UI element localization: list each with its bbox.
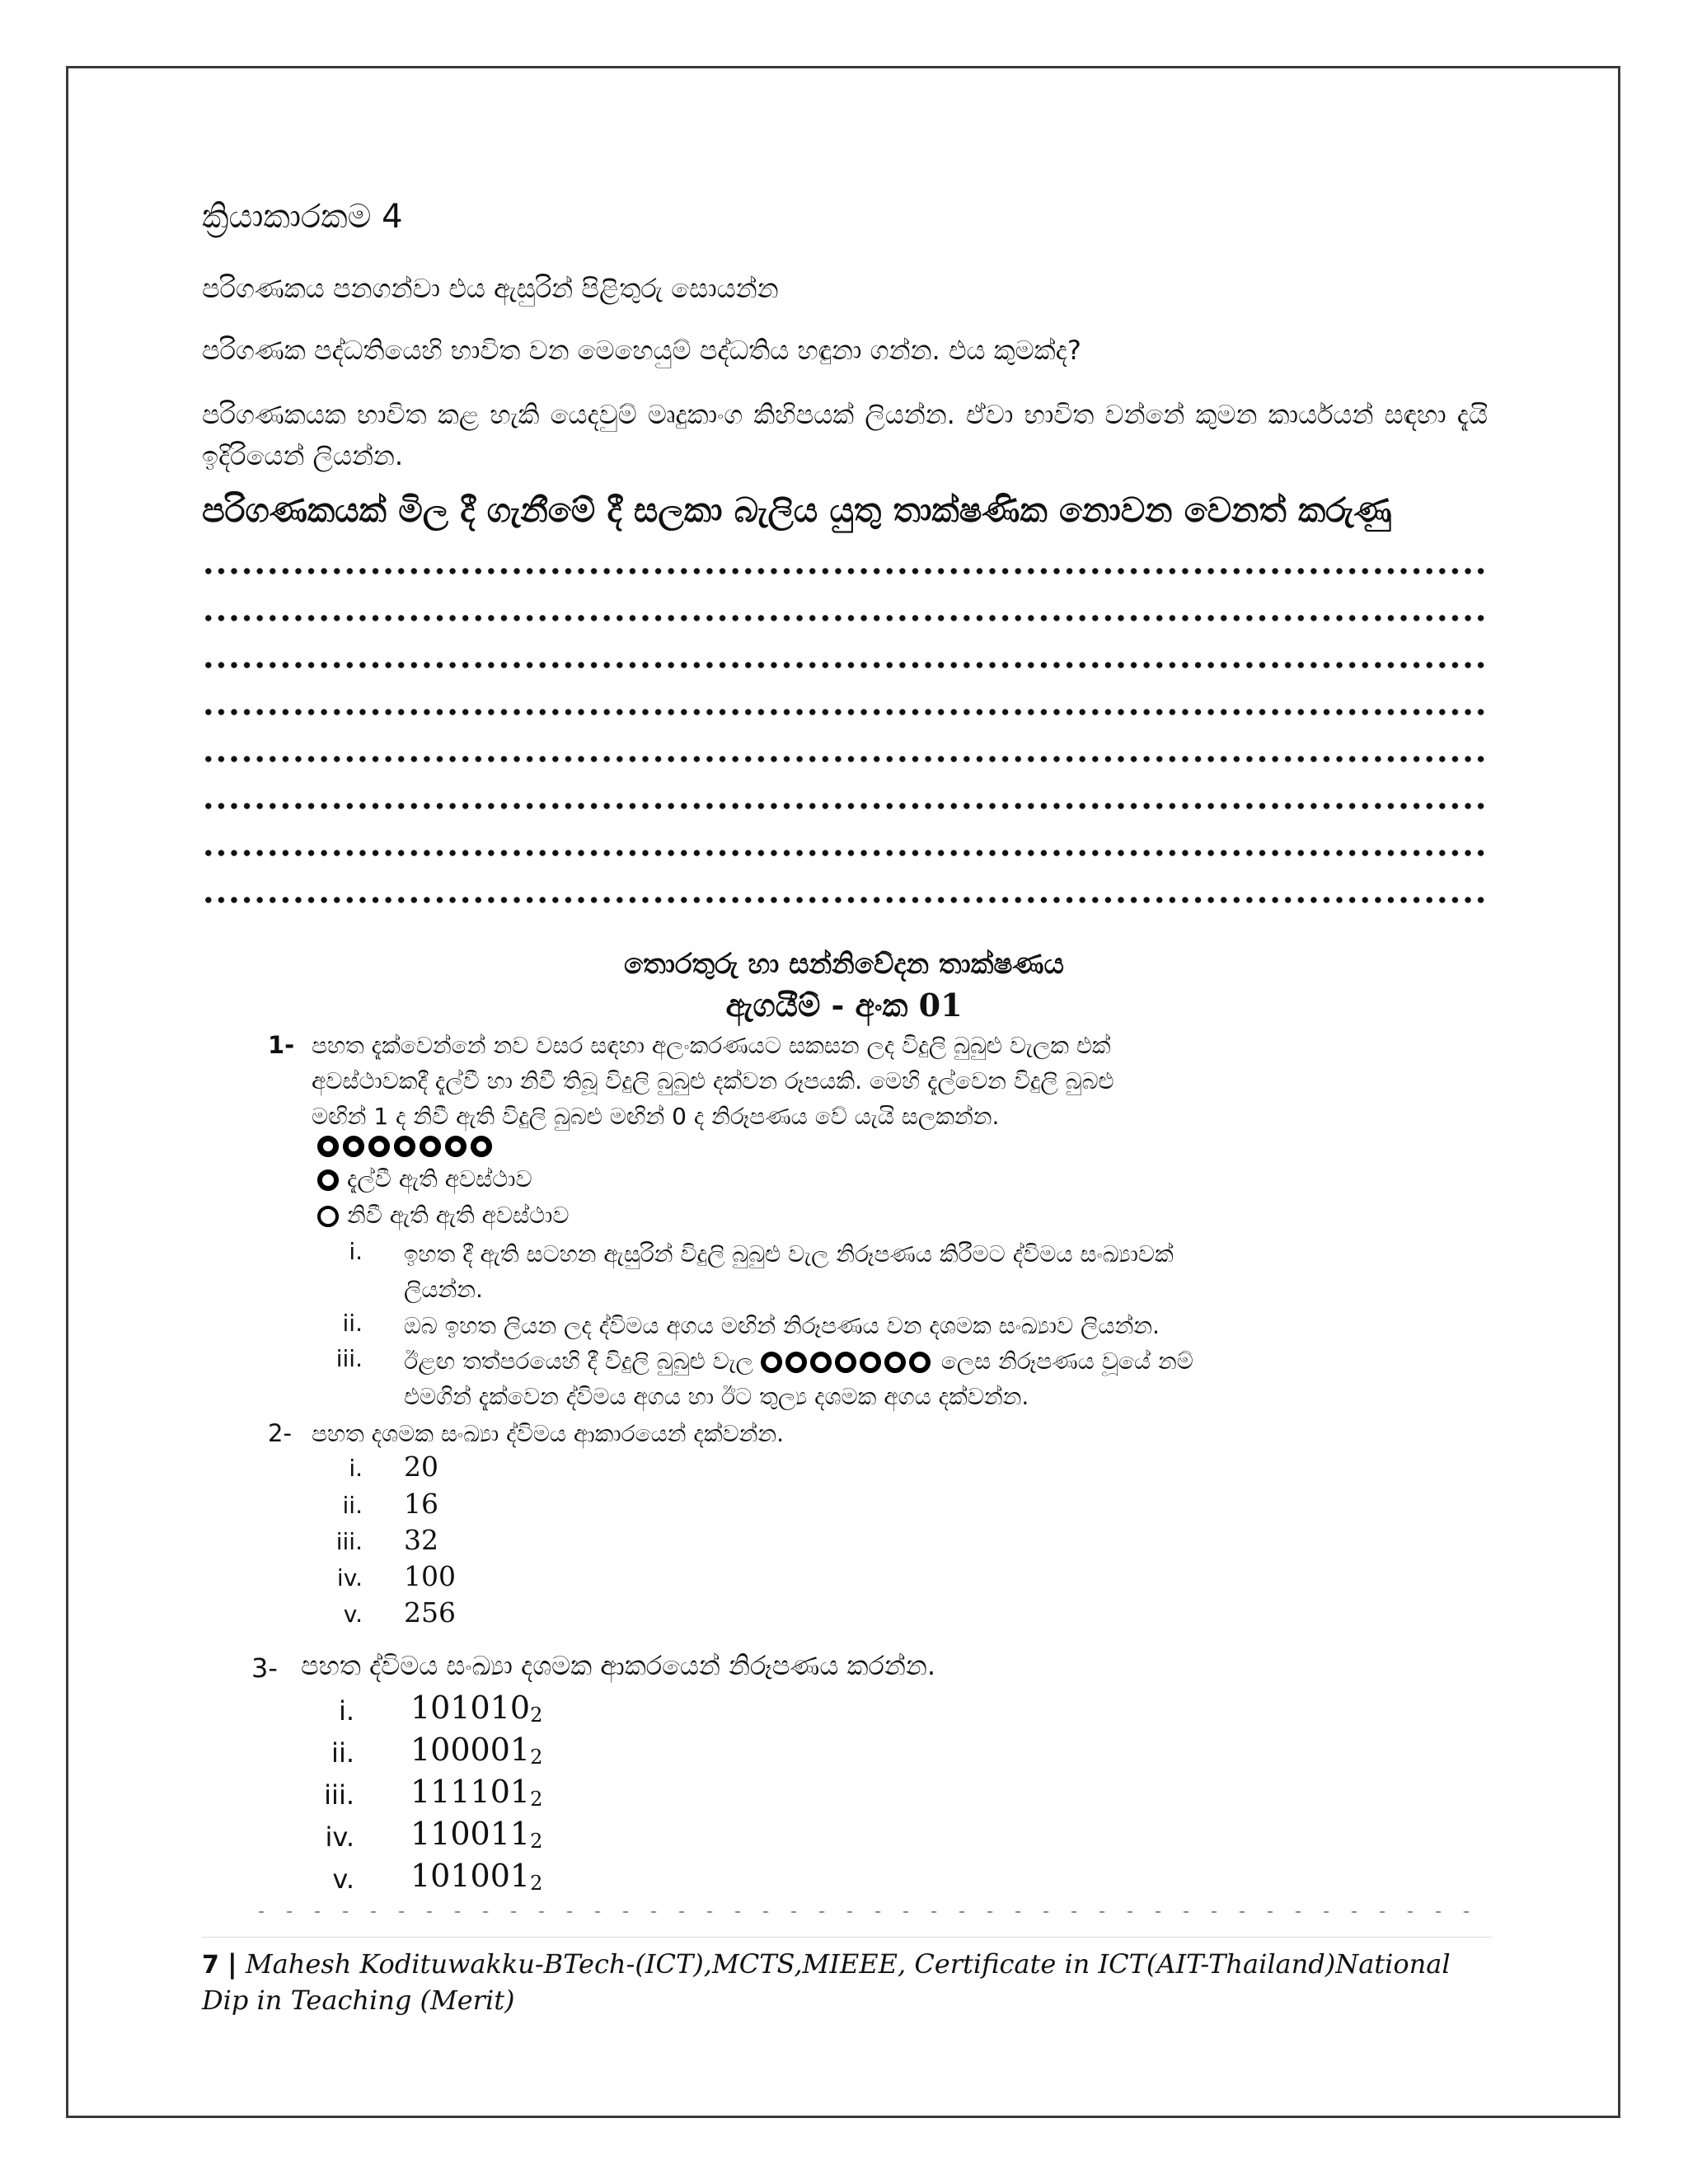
answer-line[interactable] [202,847,1488,859]
q3-item-value [410,1858,542,1895]
exercise-title: තොරතුරු හා සන්නිවේදන තාක්ෂණය [624,948,1064,981]
bulb-on-icon [860,1352,881,1373]
binary-digits: 111101 [410,1774,531,1810]
q3-number: 3- [251,1652,278,1684]
q1-sub-text: ලියන්න. [404,1276,483,1303]
answer-line[interactable] [202,659,1488,671]
page-number: 7 [202,1951,219,1980]
bulb-on-icon [317,1169,339,1191]
binary-digits: 110011 [410,1816,531,1852]
answer-line[interactable] [202,753,1488,765]
bulb-on-icon [761,1352,782,1373]
q1-line3: මඟින් 1 ද නිවී ඇති විදුලි බුබළු මඟින් 0 ද නිරූපණය වේ යැයි සලකන්න. [312,1103,1000,1130]
q1-number: 1- [268,1031,295,1059]
q2-text: පහත දශමක සංඛ්‍යා ද්විමය ආකාරයෙන් දක්වන්න. [312,1420,785,1447]
exercise-subtitle: ඇගයීම් - අංක 01 [725,987,963,1024]
q3-item-number: v. [332,1863,354,1895]
legend-off [317,1202,569,1230]
q2-item-number: iii. [335,1528,363,1555]
base-subscript: 2 [530,1830,543,1853]
q1-sub-text: ඉහත දී ඇති සටහන ඇසුරින් විදුලි බුබුළු වැල නිරූපණය කිරීමට ද්විමය සංඛ්‍යාවක් [404,1240,1174,1268]
bulb-pattern [317,1136,496,1160]
bulb-on-icon [909,1352,931,1373]
q2-item-value: 16 [404,1488,438,1520]
q3-item-value [410,1774,542,1811]
q1-line1: පහත දැක්වෙන්නේ නව වසර සඳහා අලංකරණයට සකසන ලද විදුලි බුබුළු වැලක එක් [312,1032,1111,1059]
q2-item-number: ii. [342,1492,363,1519]
legend-on [317,1165,532,1193]
bulb-on-icon [420,1136,441,1157]
bulb-pattern-inline [761,1347,934,1375]
q1-sub-number: ii. [342,1310,363,1337]
binary-digits: 101001 [410,1858,531,1894]
activity-question-software: පරිගණකයක භාවිත කළ හැකි යෙදවුම් මෘදුකාංග කිහිපයක් ලියන්න. ඒවා භාවිත වන්නේ කුමන කාර්යයන් සඳහා දැයි ඉදිරියෙන් ලියන්න. [202,399,1488,471]
q2-item-value: 20 [404,1451,438,1483]
base-subscript: 2 [530,1746,543,1769]
activity-question-os: පරිගණක පද්ධතියෙහි භාවිත වන මෙහෙයුම් පද්ධතිය හඳුනා ගන්න. එය කුමක්ද? [202,335,1081,366]
bulb-off-icon [317,1206,339,1227]
bulb-on-icon [317,1136,339,1157]
bulb-on-icon [394,1136,415,1157]
answer-line[interactable] [202,706,1488,718]
answer-line[interactable] [202,612,1488,624]
q3-item-value [410,1690,542,1727]
q1-sub-number: iii. [335,1345,363,1372]
q1-sub-number: i. [349,1238,363,1265]
q1-sub-text: ඔබ ඉහත ලියන ලද ද්විමය අගය මඟින් නිරූපණය වන දශමක සංඛ්‍යාව ලියන්න. [404,1312,1160,1339]
legend-on-label: දැල්වී ඇති අවස්ථාව [347,1165,532,1193]
bulb-on-icon [810,1352,832,1373]
base-subscript: 2 [530,1704,543,1727]
base-subscript: 2 [530,1788,543,1811]
q1-sub-text-b: ලෙස නිරූපණය වූයේ නම් [940,1347,1193,1375]
q1-line2: අවස්ථාවකදී දැල්වී හා නිවී තිබූ විදුලි බුබුළු දක්වන රූපයකි. මෙහි දැල්වෙන විදුලි බුබළු [312,1067,1114,1094]
footer [202,1947,1488,2018]
q2-item-number: iv. [336,1564,363,1591]
q2-item-value: 100 [404,1560,456,1592]
activity-title: ක්‍රියාකාරකම 4 [202,198,403,236]
bulb-on-icon [785,1352,807,1373]
bulb-on-icon [368,1136,390,1157]
bulb-on-icon [471,1136,492,1157]
q2-item-value: 256 [404,1596,456,1629]
binary-digits: 100001 [410,1732,531,1768]
q1-sub-text-a: ඊළඟ තත්පරයෙහි දී විදුලි බුබුළු වැල [404,1347,753,1375]
q3-item-value [410,1732,542,1769]
footer-divider [202,1937,1492,1938]
q3-item-value [410,1816,542,1853]
q3-item-number: i. [338,1695,354,1727]
base-subscript: 2 [530,1872,543,1895]
bulb-on-icon [884,1352,906,1373]
q2-item-number: v. [343,1601,363,1628]
q2-number: 2- [268,1419,292,1447]
q3-text: පහත ද්විමය සංඛ්‍යා දශමක ආකරයෙන් නිරූපණය කරන්න. [301,1650,935,1681]
binary-digits: 101010 [410,1690,531,1726]
q1-sub-text [404,1343,1193,1379]
author-credit: Mahesh Kodituwakku-BTech-(ICT),MCTS,MIEEE, Certificate in ICT(AIT-Thailand)National Dip in Teaching (Merit) [202,1948,1451,2016]
answer-line[interactable] [202,565,1488,577]
legend-off-label: නිවී ඇති ඇති අවස්ථාව [347,1202,570,1229]
q3-item-number: ii. [331,1737,354,1769]
q2-item-value: 32 [404,1524,438,1556]
q1-sub-text: එමගින් දැක්වෙන ද්විමය අගය හා ඊට තුල්‍ය දශමක අගය දක්වන්න. [404,1383,1029,1410]
bulb-on-icon [445,1136,467,1157]
footer-separator: | [227,1948,237,1980]
bulb-on-icon [835,1352,856,1373]
q2-item-number: i. [349,1455,363,1482]
q3-item-number: iv. [325,1821,354,1853]
activity-instruction: පරිගණකය පනගන්වා එය ඇසුරින් පිළිතුරු සොයන්න [202,273,779,304]
cropped-text-remnant [247,1908,1492,1916]
answer-line[interactable] [202,800,1488,812]
bulb-on-icon [343,1136,364,1157]
q3-item-number: iii. [324,1779,354,1811]
answer-line[interactable] [202,894,1488,906]
section-heading: පරිගණකයක් මිල දී ගැනීමේ දී සලකා බැලිය යුතු තාක්ෂණික නොවන වෙනත් කරුණු [202,490,1392,530]
